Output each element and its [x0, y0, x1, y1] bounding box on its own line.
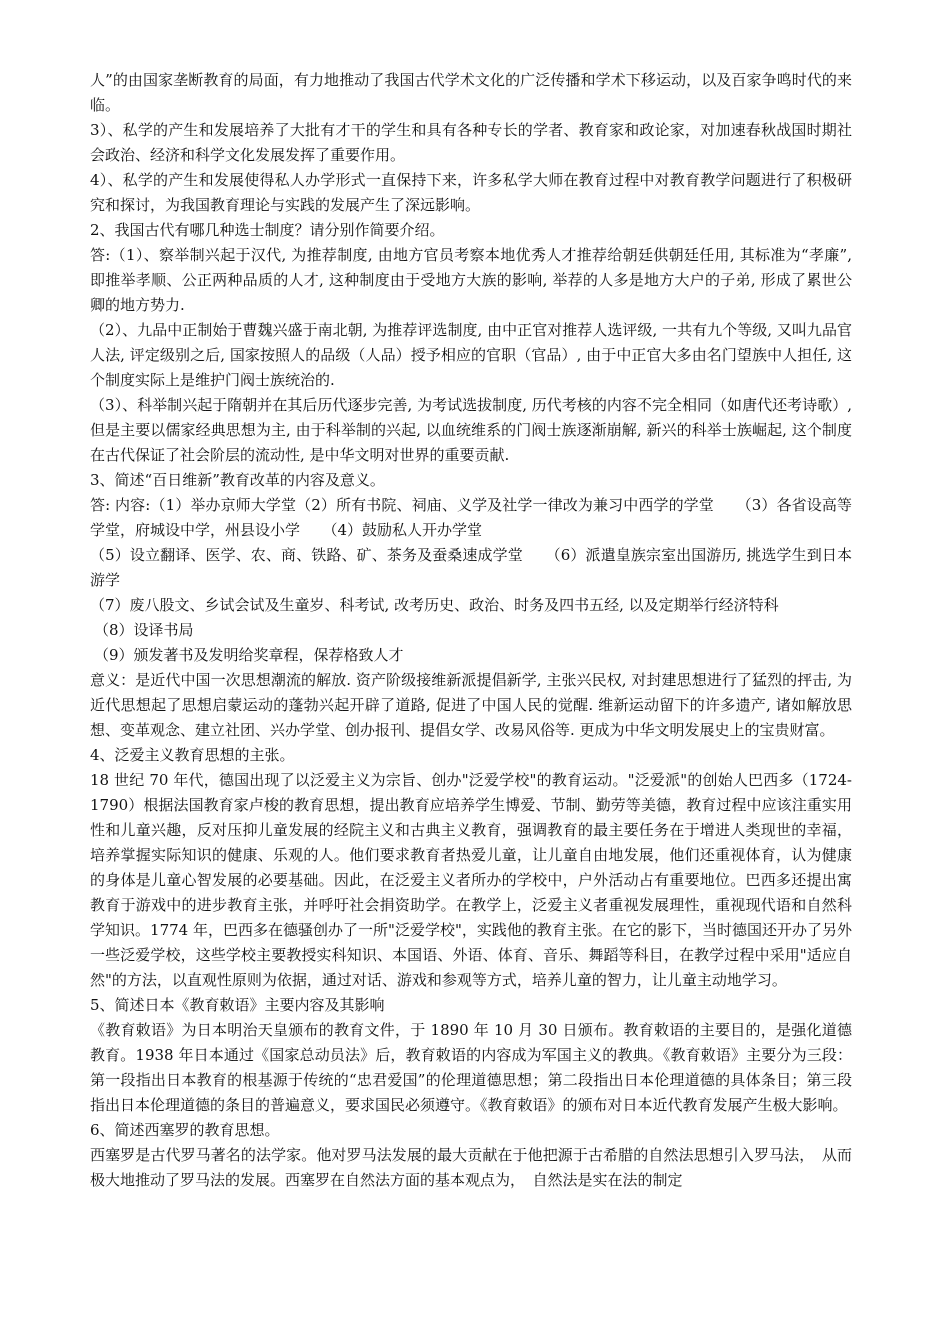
answer-2-chaju: 答:（1）、察举制兴起于汉代, 为推荐制度, 由地方官员考察本地优秀人才推荐给朝廷供朝廷任用, 其标准为“孝廉”, 即推举孝顺、公正两种品质的人才, 这种制度由于受地方大族的影响, 举荐的人多是地方大户的子弟, 形成了累世公卿的地方势力.	[90, 246, 852, 314]
question-3-heading: 3、简述“百日维新”教育改革的内容及意义。	[90, 471, 385, 489]
question-6-heading: 6、简述西塞罗的教育思想。	[90, 1121, 280, 1139]
answer-6-cicero: 西塞罗是古代罗马著名的法学家。他对罗马法发展的最大贡献在于他把源于古希腊的自然法思想引入罗马法， 从而极大地推动了罗马法的发展。西塞罗在自然法方面的基本观点为， 自然法是实在法的制定	[90, 1146, 852, 1189]
answer-3-item-9: （9）颁发著书及发明给奖章程，保荐格致人才	[94, 646, 404, 664]
answer-3-item-8: （8）设译书局	[94, 621, 194, 639]
paragraph-private-school-impact-2: 人”的由国家垄断教育的局面，有力地推动了我国古代学术文化的广泛传播和学术下移运动，以及百家争鸣时代的来临。	[90, 71, 852, 114]
answer-3-items-1-4: 答: 内容:（1）举办京师大学堂（2）所有书院、祠庙、义学及社学一律改为兼习中西学的学堂 （3）各省设高等学堂，府城设中学，州县设小学 （4）鼓励私人开办学堂	[90, 496, 852, 539]
answer-2-jiupin: （2）、九品中正制始于曹魏兴盛于南北朝, 为推荐评选制度, 由中正官对推荐人选评级, 一共有九个等级, 又叫九品官人法, 评定级别之后, 国家按照人的品级（人品）授予相应的官职（官品）, 由于中正官大多由名门望族中人担任, 这个制度实际上是维护门阀士族统治的.	[90, 321, 852, 389]
answer-3-items-5-6: （5）设立翻译、医学、农、商、铁路、矿、茶务及蚕桑速成学堂 （6）派遣皇族宗室出国游历, 挑选学生到日本游学	[90, 546, 852, 589]
answer-3-item-7: （7）废八股文、乡试会试及生童岁、科考试, 改考历史、政治、时务及四书五经, 以及定期举行经济特科	[90, 596, 779, 614]
answer-2-keju: （3）、科举制兴起于隋朝并在其后历代逐步完善, 为考试选拔制度, 历代考核的内容不完全相同（如唐代还考诗歌）, 但是主要以儒家经典思想为主, 由于科举制的兴起, 以血统维系的门阀士族逐渐崩解, 新兴的科举士族崛起, 这个制度在古代保证了社会阶层的流动性, 是中华文明对世界的重要贡献.	[90, 396, 852, 464]
paragraph-private-school-impact-3: 3）、私学的产生和发展培养了大批有才干的学生和具有各种专长的学者、教育家和政论家，对加速春秋战国时期社会政治、经济和科学文化发展发挥了重要作用。	[90, 121, 852, 164]
paragraph-private-school-impact-4: 4）、私学的产生和发展使得私人办学形式一直保持下来，许多私学大师在教育过程中对教育教学问题进行了积极研究和探讨，为我国教育理论与实践的发展产生了深远影响。	[90, 171, 852, 214]
answer-3-significance: 意义：是近代中国一次思想潮流的解放. 资产阶级接维新派提倡新学, 主张兴民权, 对封建思想进行了猛烈的抨击, 为近代思想起了思想启蒙运动的蓬勃兴起开辟了道路, 促进了中国人民的觉醒. 维新运动留下的许多遗产, 诸如解放思想、变革观念、建立社团、兴办学堂、创办报刊、提倡女学、改易风俗等. 更成为中华文明发展史上的宝贵财富。	[90, 671, 852, 739]
question-4-heading: 4、泛爱主义教育思想的主张。	[90, 746, 295, 764]
question-5-heading: 5、简述日本《教育敕语》主要内容及其影响	[90, 996, 385, 1014]
question-2-heading: 2、我国古代有哪几种选士制度？请分别作简要介绍。	[90, 221, 445, 239]
answer-4-philanthropinism: 18 世纪 70 年代，德国出现了以泛爱主义为宗旨、创办"泛爱学校"的教育运动。"泛爱派"的创始人巴西多（1724-1790）根据法国教育家卢梭的教育思想，提出教育应培养学生博爱、节制、勤劳等美德，教育过程中应该注重实用性和儿童兴趣，反对压抑儿童发展的经院主义和古典主义教育，强调教育的最主要任务在于增进人类现世的幸福，培养掌握实际知识的健康、乐观的人。他们要求教育者热爱儿童，让儿童自由地发展，他们还重视体育，认为健康的身体是儿童心智发展的必要基础。因此，在泛爱主义者所办的学校中，户外活动占有重要地位。巴西多还提出寓教育于游戏中的进步教育主张，并呼吁社会捐资助学。在教学上，泛爱主义者重视发展理性，重视现代语和自然科学知识。1774 年，巴西多在德骚创办了一所"泛爱学校"，实践他的教育主张。在它的影下，当时德国还开办了另外一些泛爱学校，这些学校主要教授实科知识、本国语、外语、体育、音乐、舞蹈等科目，在教学过程中采用"适应自然"的方法，以直观性原则为依据，通过对话、游戏和参观等方式，培养儿童的智力，让儿童主动地学习。	[90, 771, 852, 989]
answer-5-imperial-rescript: 《教育敕语》为日本明治天皇颁布的教育文件，于 1890 年 10 月 30 日颁布。教育敕语的主要目的，是强化道德教育。1938 年日本通过《国家总动员法》后，教育敕语的内容成为军国主义的教典。《教育敕语》主要分为三段：第一段指出日本教育的根基源于传统的“忠君爱国”的伦理道德思想；第二段指出日本伦理道德的具体条目；第三段指出日本伦理道德的条目的普遍意义，要求国民必须遵守。《教育敕语》的颁布对日本近代教育发展产生极大影响。	[90, 1021, 852, 1114]
